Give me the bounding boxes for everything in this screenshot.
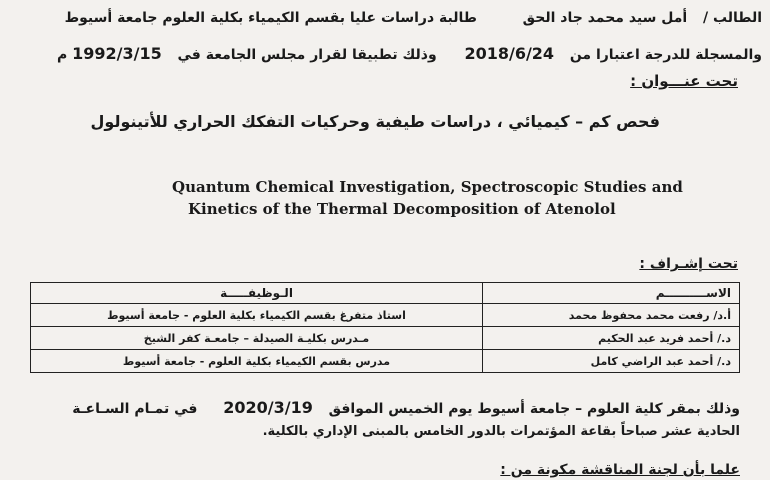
supervisor-job: مدرس بقسم الكيمياء بكلية العلوم - جامعة أسيوط <box>31 350 483 373</box>
registered-date: 2018/6/24 <box>464 44 555 63</box>
committee-label: علما بأن لجنة المناقشة مكونة من : <box>500 462 740 478</box>
english-title-line-2: Kinetics of the Thermal Decomposition of Atenolol <box>188 200 616 218</box>
council-suffix: م <box>57 47 68 63</box>
defense-text-end: في تمـام السـاعـة <box>72 401 198 417</box>
table-row <box>31 350 740 373</box>
student-description: طالبة دراسات عليا بقسم الكيمياء بكلية العلوم جامعة أسيوط <box>64 10 477 26</box>
student-name: أمل سيد محمد جاد الحق <box>522 10 688 26</box>
defense-date: 2020/3/19 <box>223 398 313 417</box>
supervisor-name: د./ أحمد فريد عبد الحكيم <box>483 327 740 350</box>
defense-text-start: وذلك بمقر كلية العلوم – جامعة أسيوط يوم الخميس الموافق <box>328 401 740 417</box>
supervisor-job: مـدرس بكليـة الصيدلة – جامعـة كفر الشيخ <box>31 327 483 350</box>
arabic-title: فحص كم – كيميائي ، دراسات طيفية وحركيات التفكك الحراري للأتينولول <box>90 112 660 131</box>
table-row <box>31 327 740 350</box>
column-header-name: الاســــــــــم <box>483 283 740 304</box>
table-row <box>31 304 740 327</box>
supervisor-name: أ.د/ رفعت محمد محفوظ محمد <box>483 304 740 327</box>
supervisor-job: استاذ متفرغ بقسم الكيمياء بكلية العلوم - جامعة أسيوط <box>31 304 483 327</box>
column-header-job: الـوظيفـــــة <box>31 283 483 304</box>
english-title-line-1: Quantum Chemical Investigation, Spectroscopic Studies and <box>172 178 683 196</box>
registered-prefix: والمسجلة للدرجة اعتبارا من <box>569 47 762 63</box>
council-text: وذلك تطبيقا لقرار مجلس الجامعة في <box>177 47 437 63</box>
supervision-label: تحت إشـراف : <box>639 256 738 272</box>
title-label: تحت عنـــوان : <box>630 72 738 90</box>
defense-line-1 <box>20 398 740 417</box>
defense-line-2: الحادية عشر صباحاً بقاعة المؤتمرات بالدور الخامس بالمبنى الإداري بالكلية. <box>262 424 740 439</box>
student-line <box>65 10 762 26</box>
table-header-row <box>31 283 740 304</box>
supervisors-table <box>30 282 740 373</box>
student-label: الطالب / <box>702 10 762 26</box>
council-date: 1992/3/15 <box>72 44 162 63</box>
supervisor-name: د./ أحمد عبد الراضي كامل <box>483 350 740 373</box>
registration-line <box>57 44 762 63</box>
